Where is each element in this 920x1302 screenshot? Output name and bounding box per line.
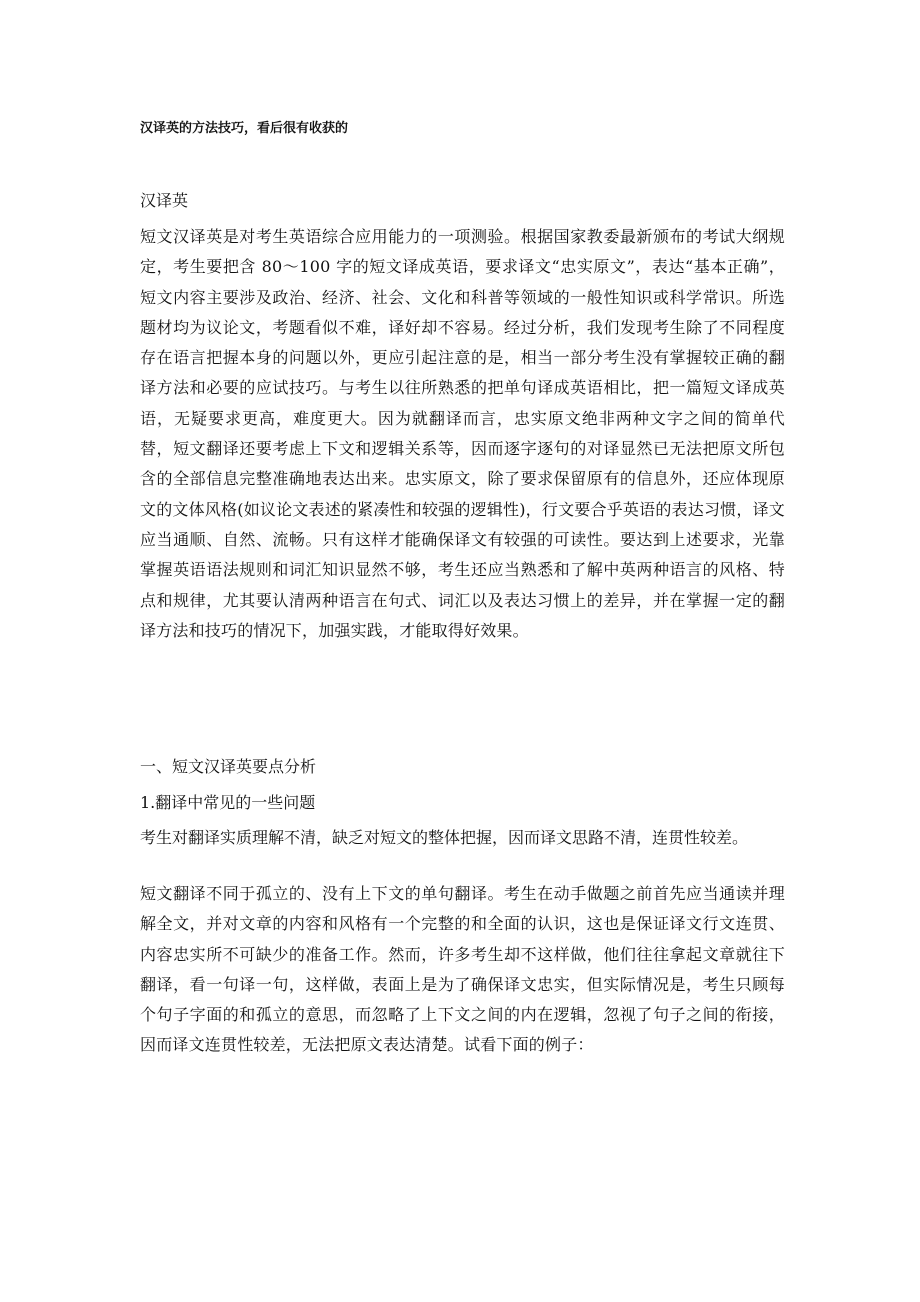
subsection-heading: 1.翻译中常见的一些问题 bbox=[140, 793, 316, 812]
body-paragraph: 短文翻译不同于孤立的、没有上下文的单句翻译。考生在动手做题之前首先应当通读并理解全文，并对文章的内容和风格有一个完整的和全面的认识，这也是保证译文行文连贯、内容忠实所不可缺少的准备工作。然而，许多考生却不这样做，他们往往拿起文章就往下翻译，看一句译一句，这样做，表面上是为了确保译文忠实，但实际情况是，考生只顾每个句子字面的和孤立的意思，而忽略了上下文之间的内在逻辑，忽视了句子之间的衔接，因而译文连贯性较差，无法把原文表达清楚。试看下面的例子： bbox=[140, 884, 785, 1055]
intro-paragraph: 短文汉译英是对考生英语综合应用能力的一项测验。根据国家教委最新颁布的考试大纲规定，考生要把含 80～100 字的短文译成英语，要求译文“忠实原文”，表达“基本正确”，短文内容主要涉及政治、经济、社会、文化和科普等领域的一般性知识或科学常识。所选题材均为议论文，考题看似不难，译好却不容易。经过分析，我们发现考生除了不同程度存在语言把握本身的问题以外，更应引起注意的是，相当一部分考生没有掌握较正确的翻译方法和必要的应试技巧。与考生以往所熟悉的把单句译成英语相比，把一篇短文译成英语，无疑要求更高，难度更大。因为就翻译而言，忠实原文绝非两种文字之间的简单代替，短文翻译还要考虑上下文和逻辑关系等，因而逐字逐句的对译显然已无法把原文所包含的全部信息完整准确地表达出来。忠实原文，除了要求保留原有的信息外，还应体现原文的文体风格(如议论文表述的紧凑性和较强的逻辑性)，行文要合乎英语的表达习惯，译文应当通顺、自然、流畅。只有这样才能确保译文有较强的可读性。要达到上述要求，光靠掌握英语语法规则和词汇知识显然不够，考生还应当熟悉和了解中英两种语言的风格、特点和规律，尤其要认清两种语言在句式、词汇以及表达习惯上的差异，并在掌握一定的翻译方法和技巧的情况下，加强实践，才能取得好效果。 bbox=[140, 227, 785, 640]
document-title: 汉译英的方法技巧，看后很有收获的 bbox=[140, 121, 349, 136]
section-heading: 一、短文汉译英要点分析 bbox=[140, 757, 317, 776]
section-label: 汉译英 bbox=[140, 191, 189, 210]
problem-statement: 考生对翻译实质理解不清，缺乏对短文的整体把握，因而译文思路不清，连贯性较差。 bbox=[140, 828, 749, 847]
